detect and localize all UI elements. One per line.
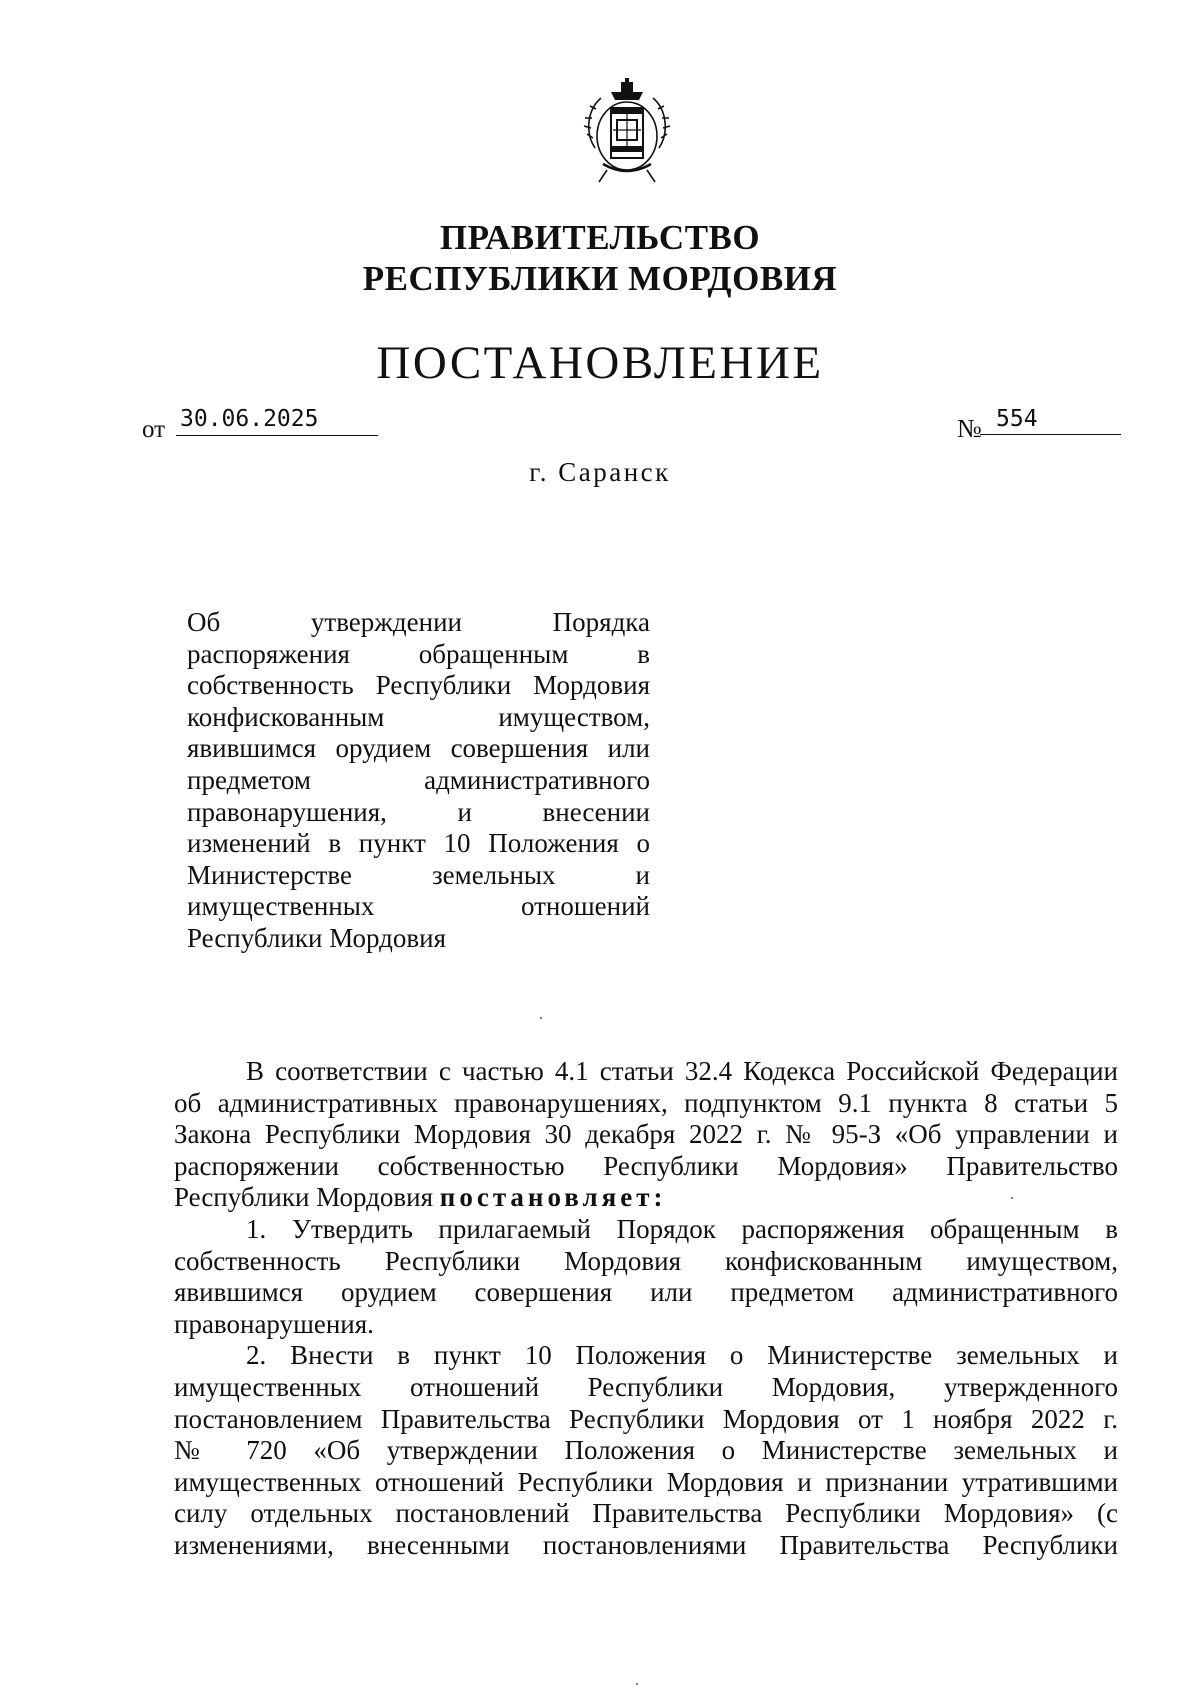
- document-type: ПОСТАНОВЛЕНИЕ: [376, 337, 824, 389]
- body-line: № 720 «Об утверждении Положения о Министерстве земельных и: [174, 1435, 1118, 1466]
- title-line: явившимся орудием совершения или: [187, 733, 650, 764]
- title-line: собственность Республики Мордовия: [187, 670, 650, 701]
- document-date: 30.06.2025: [176, 405, 378, 436]
- body-line: распоряжении собственностью Республики Мордовия» Правительство: [174, 1150, 1118, 1181]
- document-title: [187, 607, 650, 955]
- body-line: Закона Республики Мордовия 30 декабря 2022 г. № 95-З «Об управлении и: [174, 1119, 1118, 1150]
- scan-speck: [540, 1017, 542, 1019]
- date-prefix: от: [142, 416, 166, 443]
- organization-name-line2: РЕСПУБЛИКИ МОРДОВИЯ: [362, 259, 838, 298]
- body-line: силу отдельных постановлений Правительства Республики Мордовия» (с: [174, 1498, 1118, 1529]
- number-prefix: №: [957, 414, 982, 443]
- body-line: постановлением Правительства Республики Мордовия от 1 ноября 2022 г.: [174, 1403, 1118, 1434]
- title-line: конфискованным имуществом,: [187, 701, 650, 732]
- body-line: В соответствии с частью 4.1 статьи 32.4 Кодекса Российской Федерации: [246, 1056, 1118, 1086]
- body-line: изменениями, внесенными постановлениями Правительства Республики: [174, 1529, 1118, 1560]
- title-line: Об утверждении Порядка: [187, 607, 650, 637]
- body-line: 2. Внести в пункт 10 Положения о Министерстве земельных и: [246, 1340, 1118, 1371]
- body-line: об административных правонарушениях, подпунктом 9.1 пункта 8 статьи 5: [174, 1087, 1118, 1118]
- body-line: имущественных отношений Республики Мордовия и признании утратившими: [174, 1466, 1118, 1497]
- body-line: [174, 1182, 1118, 1214]
- body-line: имущественных отношений Республики Мордовия, утвержденного: [174, 1371, 1118, 1402]
- body-line-prefix: Республики Мордовия: [174, 1182, 440, 1213]
- title-line: предметом административного: [187, 764, 650, 795]
- title-line: Министерстве земельных и: [187, 859, 650, 890]
- body-line: явившимся орудием совершения или предметом административного: [174, 1277, 1118, 1308]
- body-line: правонарушения.: [174, 1308, 374, 1339]
- title-line: распоряжения обращенным в: [187, 638, 650, 669]
- body-line: собственность Республики Мордовия конфискованным имуществом,: [174, 1245, 1118, 1276]
- scan-speck: [1011, 1197, 1013, 1199]
- organization-name-line1: ПРАВИТЕЛЬСТВО: [439, 218, 761, 257]
- scan-speck: [636, 1683, 638, 1685]
- document-body: [174, 1056, 1118, 1562]
- title-line: правонарушения, и внесении: [187, 796, 650, 827]
- coat-of-arms-emblem: [573, 78, 681, 186]
- title-line: Республики Мордовия: [187, 922, 447, 953]
- resolves-keyword: постановляет:: [439, 1182, 667, 1213]
- document-place: г. Саранск: [529, 457, 671, 487]
- document-number: 554: [980, 405, 1121, 435]
- title-line: имущественных отношений: [187, 891, 650, 922]
- body-line: 1. Утвердить прилагаемый Порядок распоряжения обращенным в: [246, 1213, 1118, 1244]
- title-line: изменений в пункт 10 Положения о: [187, 828, 650, 859]
